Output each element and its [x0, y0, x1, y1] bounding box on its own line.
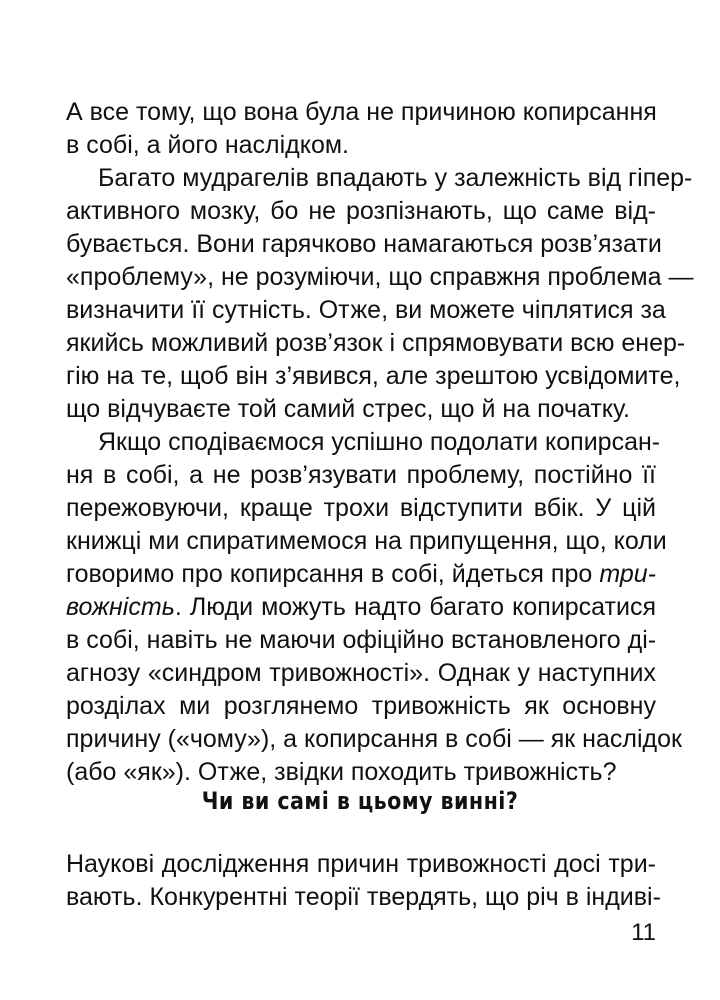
- text-line: Багато мудрагелів впадають у залежність від гіпер-: [98, 164, 693, 192]
- text-line: Наукові дослідження причин тривожності досі три-: [66, 850, 656, 878]
- text-line: розділах ми розглянемо тривожність як основну: [66, 692, 656, 720]
- text-line: вають. Конкурентні теорії твердять, що річ в індиві-: [66, 883, 661, 911]
- text-line: активного мозку, бо не розпізнають, що саме від-: [66, 197, 656, 225]
- text-span: говоримо про копирсання в собі, йдеться про: [66, 560, 593, 588]
- section-heading: Чи ви самі в цьому винні?: [201, 787, 519, 815]
- text-line: Якщо сподіваємося успішно подолати копирсан-: [98, 428, 661, 456]
- text-line: якийсь можливий розв’язок і спрямовувати всю енер-: [66, 329, 686, 357]
- text-line: в собі, навіть не маючи офіційно встановленого ді-: [66, 626, 657, 654]
- text-line: книжці ми спиратимемося на припущення, що, коли: [66, 527, 667, 555]
- text-span: . Люди можуть надто багато копирсатися: [174, 593, 656, 621]
- text-line: (або «як»). Отже, звідки походить тривожність?: [66, 758, 617, 786]
- text-line: визначити її сутність. Отже, ви можете чіплятися за: [66, 296, 666, 324]
- text-line: гію на те, щоб він з’явився, але зрештою усвідомите,: [66, 362, 681, 390]
- text-line: в собі, а його наслідком.: [66, 131, 350, 159]
- text-line: «проблему», не розуміючи, що справжня проблема —: [66, 263, 694, 291]
- text-line: ня в собі, а не розв’язувати проблему, постійно її: [66, 461, 656, 489]
- text-line: агнозу «синдром тривожності». Однак у наступних: [66, 659, 656, 687]
- emphasis-text: три-: [599, 560, 656, 588]
- page-number: 11: [631, 919, 656, 946]
- text-line: бувається. Вони гарячково намагаються розв’язати: [66, 230, 662, 258]
- text-line: А все тому, що вона була не причиною копирсання: [66, 98, 657, 126]
- text-line: пережовуючи, краще трохи відступити вбік. У цій: [66, 494, 656, 522]
- text-line: причину («чому»), а копирсання в собі — як наслідок: [66, 725, 682, 753]
- emphasis-text: вожність: [66, 593, 175, 621]
- text-line: що відчуваєте той самий стрес, що й на початку.: [66, 395, 630, 423]
